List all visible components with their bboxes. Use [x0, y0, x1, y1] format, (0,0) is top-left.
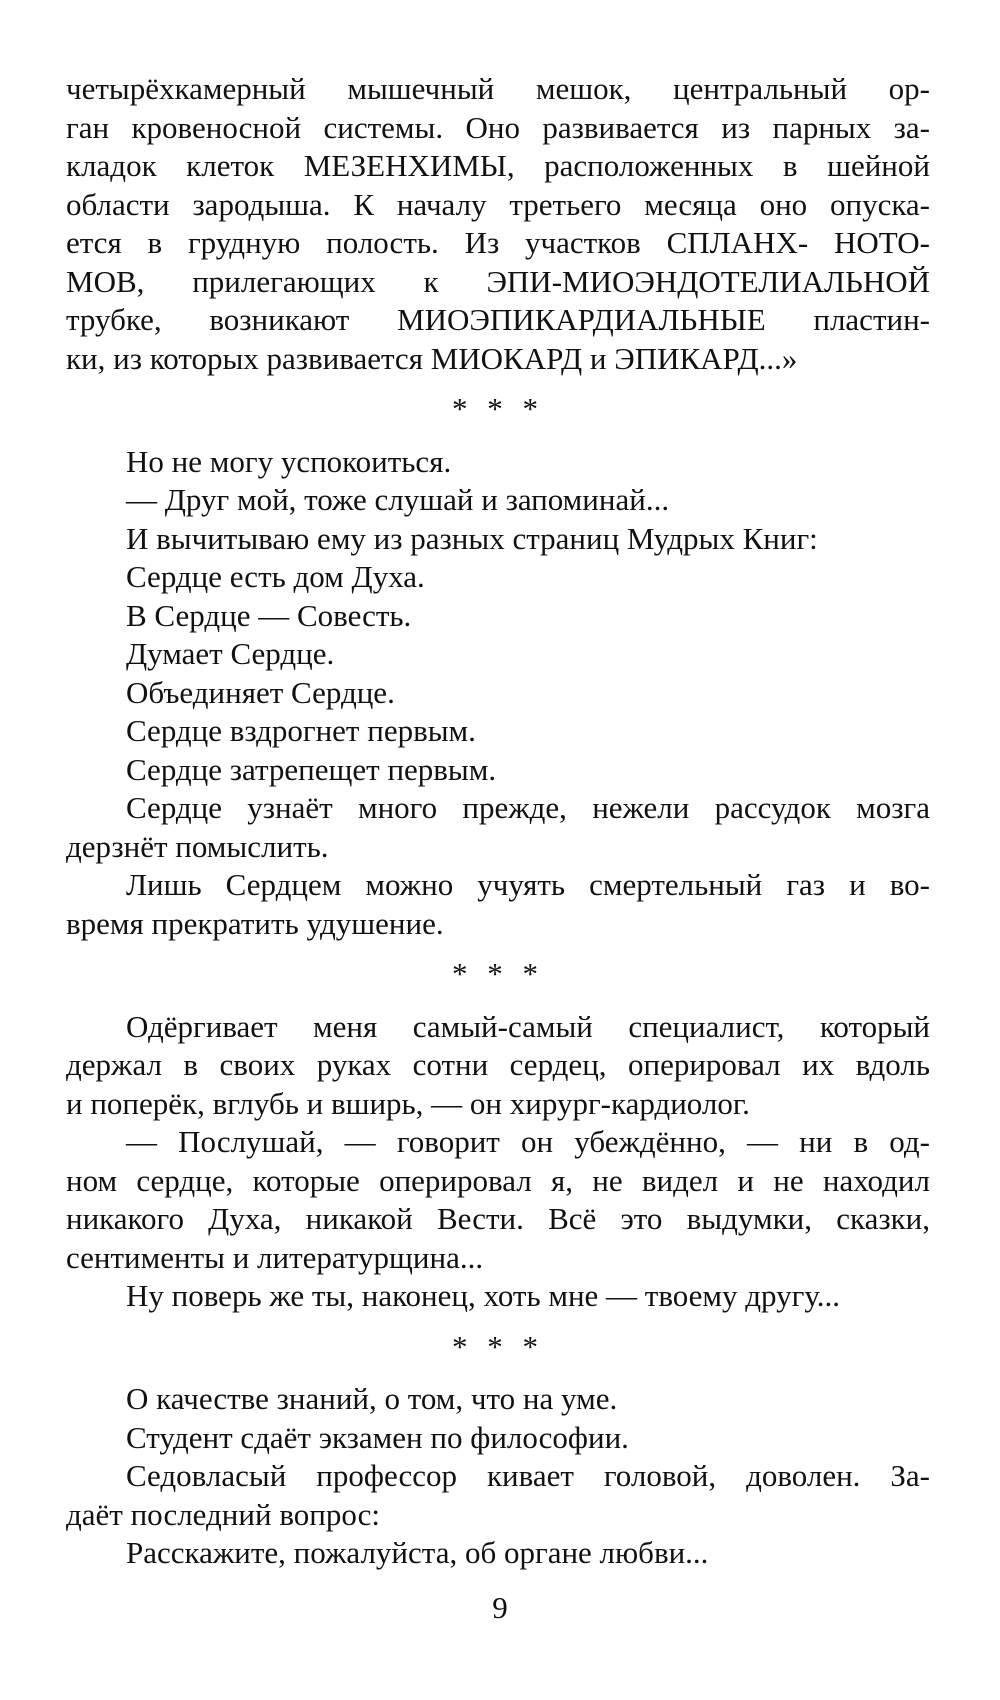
text-line: Думает Сердце.: [126, 636, 335, 671]
text-line: дерзнёт помыслить.: [66, 828, 329, 864]
text-line: Седовласый профессор кивает головой, доволен. За-: [126, 1458, 930, 1493]
section-separator: * * *: [452, 391, 544, 426]
text-line: В Сердце — Совесть.: [126, 597, 412, 633]
text-line: — Послушай, — говорит он убеждённо, — ни в од-: [126, 1124, 930, 1159]
text-line: ется в грудную полость. Из участков СПЛАНХ- НОТО-: [66, 225, 930, 260]
text-line: никакого Духа, никакой Вести. Всё это выдумки, сказки,: [66, 1201, 930, 1236]
text-line: время прекратить удушение.: [66, 905, 444, 941]
text-line: даёт последний вопрос:: [66, 1496, 380, 1532]
text-line: Лишь Сердцем можно учуять смертельный газ и во-: [126, 867, 930, 902]
text-line: Сердце вздрогнет первым.: [126, 713, 476, 748]
text-line: — Друг мой, тоже слушай и запоминай...: [126, 482, 670, 517]
text-line: Сердце узнаёт много прежде, нежели рассудок мозга: [126, 790, 930, 825]
text-line: И вычитываю ему из разных страниц Мудрых Книг:: [126, 520, 818, 556]
text-line: Сердце есть дом Духа.: [126, 559, 425, 594]
page-body: [66, 70, 930, 1573]
text-line: Ну поверь же ты, наконец, хоть мне — твоему другу...: [126, 1278, 841, 1313]
text-line: четырёхкамерный мышечный мешок, центральный ор-: [66, 71, 930, 106]
page-number: 9: [492, 1590, 508, 1625]
text-line: Расскажите, пожалуйста, об органе любви...: [126, 1535, 709, 1570]
text-line: сентименты и литературщина...: [66, 1239, 484, 1275]
text-line: Но не могу успокоиться.: [126, 443, 452, 479]
text-line: области зародыша. К началу третьего месяца оно опуска-: [66, 186, 930, 222]
text-line: держал в своих руках сотни сердец, оперировал их вдоль: [66, 1047, 930, 1082]
text-line: ном сердце, которые оперировал я, не видел и не находил: [66, 1162, 930, 1198]
section-separator: * * *: [452, 956, 544, 991]
text-line: Студент сдаёт экзамен по философии.: [126, 1419, 629, 1455]
text-line: Одёргивает меня самый-самый специалист, который: [126, 1008, 930, 1044]
section-separator: * * *: [452, 1328, 544, 1364]
text-line: ган кровеносной системы. Оно развивается из парных за-: [66, 109, 930, 145]
text-line: Сердце затрепещет первым.: [126, 751, 497, 787]
text-line: Объединяет Сердце.: [126, 674, 395, 710]
text-line: трубке, возникают МИОЭПИКАРДИАЛЬНЫЕ пластин-: [66, 302, 930, 337]
text-line: и поперёк, вглубь и вширь, — он хирург-кардиолог.: [66, 1085, 750, 1121]
text-line: кладок клеток МЕЗЕНХИМЫ, расположенных в шейной: [66, 148, 930, 183]
text-line: ки, из которых развивается МИОКАРД и ЭПИКАРД...»: [66, 340, 798, 376]
text-line: МОВ, прилегающих к ЭПИ-МИОЭНДОТЕЛИАЛЬНОЙ: [66, 263, 930, 299]
text-line: О качестве знаний, о том, что на уме.: [126, 1381, 618, 1416]
